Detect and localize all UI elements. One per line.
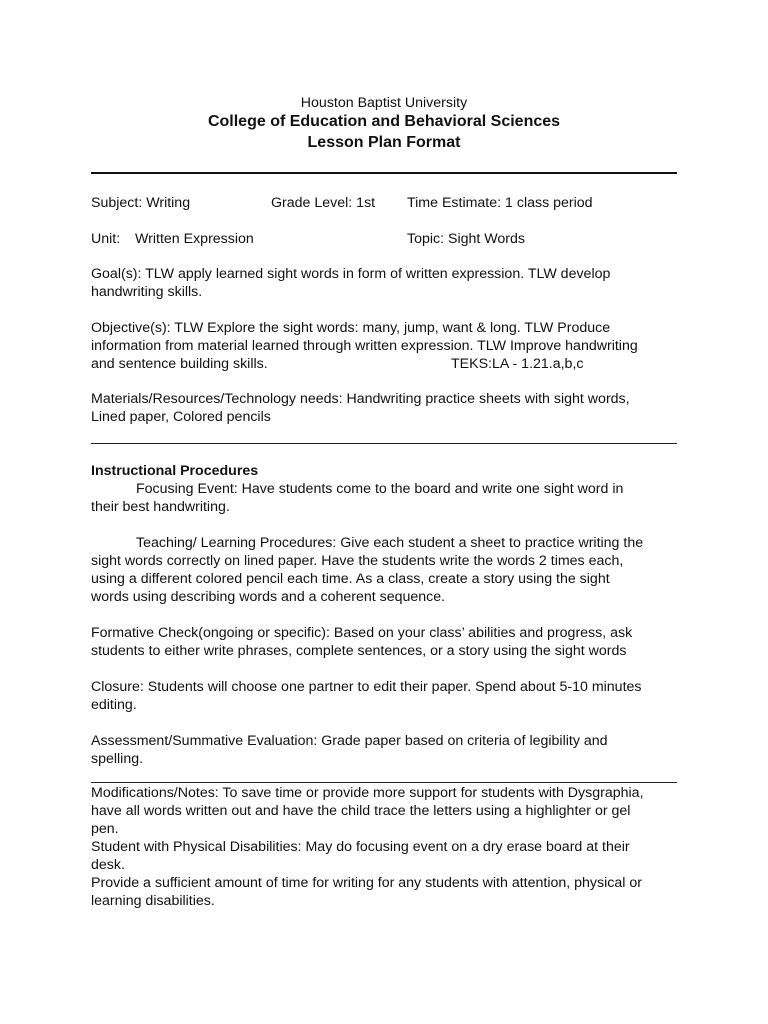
topic-field: Topic: Sight Words xyxy=(407,231,526,247)
materials-line: Lined paper, Colored pencils xyxy=(91,409,271,425)
goals-section xyxy=(91,265,681,301)
assessment-line: spelling. xyxy=(91,751,144,767)
section-divider xyxy=(91,782,677,783)
goals-line: handwriting skills. xyxy=(91,284,203,300)
unit-value: Written Expression xyxy=(135,231,254,247)
objectives-section xyxy=(91,319,681,373)
goals-line: Goal(s): TLW apply learned sight words in form of written expression. TLW develop xyxy=(91,266,611,282)
info-row-1 xyxy=(91,194,681,212)
modifications-line: learning disabilities. xyxy=(91,893,215,909)
header-divider xyxy=(91,172,677,174)
teaching-line: words using describing words and a coherent sequence. xyxy=(91,589,446,605)
objectives-last-line xyxy=(91,355,681,373)
closure-line: Closure: Students will choose one partner to edit their paper. Spend about 5-10 minutes xyxy=(91,679,642,695)
modifications-line: Modifications/Notes: To save time or provide more support for students with Dysgraphia, xyxy=(91,785,644,801)
university-name: Houston Baptist University xyxy=(300,95,468,111)
formative-check-line: students to either write phrases, complete sentences, or a story using the sight words xyxy=(91,643,627,659)
college-title: College of Education and Behavioral Sciences xyxy=(207,113,561,130)
modifications-line: have all words written out and have the child trace the letters using a highlighter or gel xyxy=(91,803,631,819)
modifications-line: pen. xyxy=(91,821,119,837)
subject-field: Subject: Writing xyxy=(91,195,191,211)
grade-level-field: Grade Level: 1st xyxy=(271,195,376,211)
formative-check-line: Formative Check(ongoing or specific): Based on your class’ abilities and progress, ask xyxy=(91,625,633,641)
procedures-heading: Instructional Procedures xyxy=(91,463,259,479)
objectives-line: and sentence building skills. xyxy=(91,356,268,372)
focusing-event-line: their best handwriting. xyxy=(91,499,230,515)
unit-label: Unit: xyxy=(91,231,121,247)
modifications-line: desk. xyxy=(91,857,125,873)
modifications-line: Student with Physical Disabilities: May do focusing event on a dry erase board at their xyxy=(91,839,630,855)
teks-reference: TEKS:LA - 1.21.a,b,c xyxy=(451,356,584,372)
modifications-line: Provide a sufficient amount of time for writing for any students with attention, physical or xyxy=(91,875,642,891)
materials-section xyxy=(91,390,681,426)
time-estimate-field: Time Estimate: 1 class period xyxy=(407,195,593,211)
modifications-section xyxy=(91,784,681,910)
info-row-2 xyxy=(91,230,681,248)
instructional-procedures xyxy=(91,462,681,768)
objectives-line: Objective(s): TLW Explore the sight words: many, jump, want & long. TLW Produce xyxy=(91,320,611,336)
objectives-line: information from material learned through written expression. TLW Improve handwriting xyxy=(91,338,638,354)
focusing-event-line: Focusing Event: Have students come to the board and write one sight word in xyxy=(136,481,624,497)
closure-line: editing. xyxy=(91,697,137,713)
materials-line: Materials/Resources/Technology needs: Handwriting practice sheets with sight words, xyxy=(91,391,630,407)
teaching-line: sight words correctly on lined paper. Have the students write the words 2 times each, xyxy=(91,553,624,569)
teaching-line: Teaching/ Learning Procedures: Give each student a sheet to practice writing the xyxy=(136,535,644,551)
document-title: Lesson Plan Format xyxy=(307,134,461,151)
section-divider xyxy=(91,443,677,444)
assessment-line: Assessment/Summative Evaluation: Grade paper based on criteria of legibility and xyxy=(91,733,608,749)
teaching-line: using a different colored pencil each time. As a class, create a story using the sight xyxy=(91,571,610,587)
